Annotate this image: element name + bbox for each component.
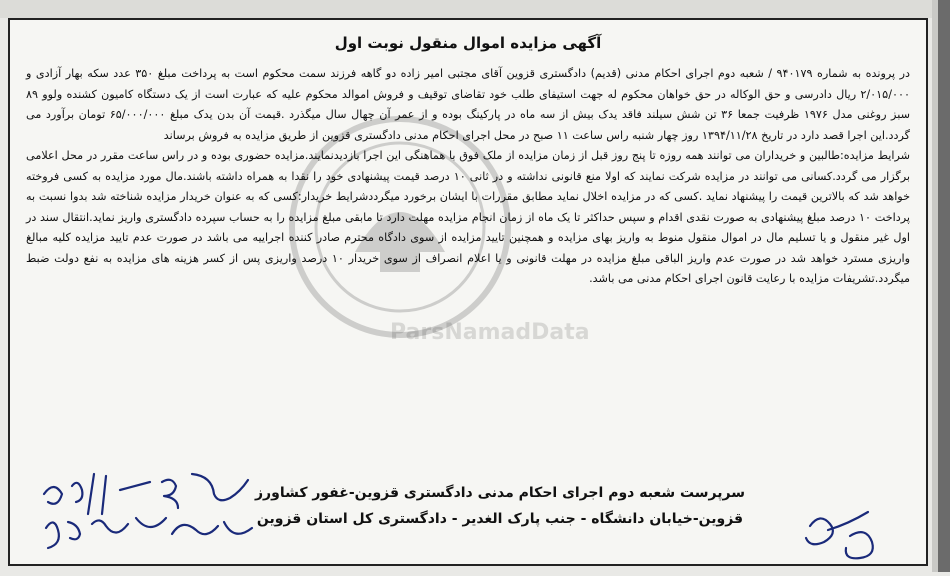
scan-top-edge — [0, 0, 950, 18]
signature-block — [240, 480, 760, 532]
scan-right-edge — [938, 0, 950, 572]
auction-notice — [8, 18, 928, 566]
watermark-text: ParsNamadData — [390, 320, 590, 345]
court-address: قزوین-خیابان دانشگاه - جنب پارک الغدیر - دادگستری کل استان قزوین — [256, 511, 744, 527]
handwritten-date-signature — [32, 464, 262, 574]
paragraph-case-details: در پرونده به شماره ۹۴۰۱۷۹ / شعبه دوم اجرای احکام مدنی (قدیم) دادگستری قزوین آقای مجتبی امیر زاده دو گاهه فرزند سمت محکوم است به پرداخت مبلغ ۳۵۰ عدد سکه بهار آزادی و ۲/۰۱۵/۰۰۰ ریال دادرسی و حق الوکاله در حق خواهان محکوم له جهت استیفای طلب خود تقاضای توقیف و فروش اموالد محکوم علیه که عبارت است از یک دستگاه کامیون کشنده ولوو ۸۹ سبز روغنی مدل ۱۹۷۶ ظرفیت جمعا ۳۶ تن شش سیلند فاقد یدک بیش از سه ماه در پارکینگ بوده و از عمر آن چهال سال میگذرد .قیمت آن بدن یدک مبلغ ۶۵/۰۰۰/۰۰۰ تومان برآورد می گردد.این اجرا قصد دارد در تاریخ ۱۳۹۴/۱۱/۲۸ روز چهار شنبه راس ساعت ۱۱ صبح در محل اجرای احکام مدنی دادگستری قزوین از طریق مزایده به فروش برساند — [26, 67, 910, 142]
paragraph-auction-terms: شرایط مزایده:طالبین و خریداران می توانند همه روزه تا پنج روز قبل از زمان مزایده از ملک فوق با هماهنگی این اجرا بازدیدنمایند.مزایده حضوری بوده و در راس ساعت مقرر در محل اعلامی برگزار می گردد.کسانی می توانند در مزایده شرکت نمایند که اولا منع قانونی نداشته و در ثانی ۱۰ درصد قیمت پیشنهادی خود را نقدا به همراه داشته باشند.مال مورد مزایده به کسی فروخته خواهد شد که بالاترین قیمت را پیشنهاد نماید .کسی که در مزایده اخلال نماید مطابق مقررات با ایشان برخورد میگرددشرایط خریدار:کسی که به عنوان خریدار مزایده شناخته شد بدوا نسبت به پرداخت ۱۰ درصد مبلغ پیشنهادی به صورت نقدی اقدام و سپس حداکثر تا یک ماه از زمان انجام مزایده مهلت دارد تا مابقی مبلغ مزایده را به حساب سپرده دادگستری واریز نماید.انتقال سند در اول غیر منقول و یا تسلیم مال در اموال منقول منوط به واریز بهای مزایده و همچنین تایید مزایده از سوی دادگاه محترم صادر کننده اجراییه می باشد در صورت عدم تایید مزایده کلیه مبالغ واریزی مسترد خواهد شد در صورت عدم واریز الباقی مبلغ مزایده در مهلت قانونی و یا اعلام انصراف از سوی خریدار ۱۰ درصد واریزی پس از کسر هزینه های مزایده به نفع دولت ضبط میگردد.تشریفات مزایده با رعایت قانون اجرای احکام مدنی می باشد. — [26, 149, 910, 285]
notice-body — [26, 64, 910, 290]
handwritten-page-number — [770, 496, 900, 576]
notice-title: آگهی مزایده اموال منقول نوبت اول — [334, 34, 602, 52]
signatory-name: سرپرست شعبه دوم اجرای احکام مدنی دادگستری قزوین-غفور کشاورز — [255, 485, 745, 501]
